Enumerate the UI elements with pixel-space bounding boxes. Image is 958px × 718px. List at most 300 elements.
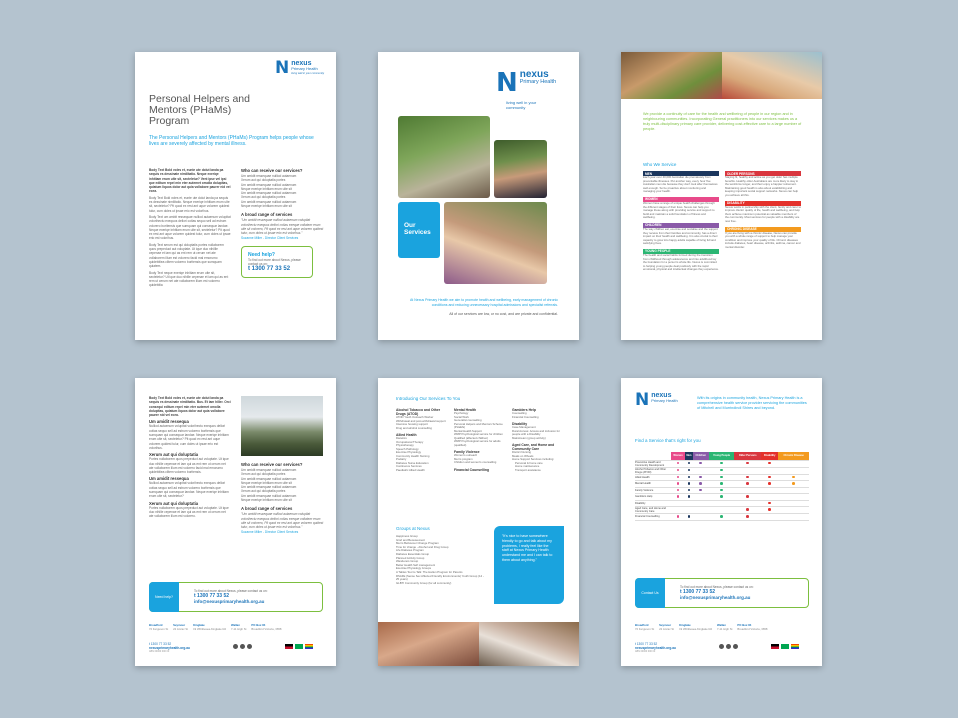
service-items — [512, 451, 564, 472]
table-row — [635, 514, 809, 521]
category-disability: DISABILITY — [725, 201, 801, 206]
quote-author: Suzanne Miller - Director Client Services — [241, 235, 299, 240]
brochure-page-who-we-service — [621, 52, 822, 340]
list-item: Community Health Nursing — [396, 453, 430, 458]
matrix-cell — [778, 460, 809, 467]
torres-strait-flag-icon — [295, 644, 303, 649]
matrix-cell — [693, 507, 709, 514]
list-item: Men's Behaviour Change Program — [396, 541, 439, 546]
need-help-box — [241, 246, 313, 279]
availability-dot-icon — [720, 515, 723, 518]
category-text: If you are living with a chronic disease, Nexus can provide you with a whole range of support to help manage your condition and improve your quality of life. Chronic diseases include diabetes, heart disease, arthritis, asthma, cancer and mental disorder. — [725, 230, 801, 249]
availability-dot-icon — [720, 462, 723, 465]
list-item: Speech Pathology — [396, 446, 419, 451]
office — [231, 624, 246, 631]
nexus-n-icon: N — [635, 390, 650, 410]
photo-banner — [621, 52, 822, 99]
service-group-heading: Family Violence — [454, 450, 480, 454]
services-col-3 — [512, 408, 564, 472]
who-we-service-heading: Who We Service — [643, 162, 677, 167]
nexus-logo — [275, 60, 324, 77]
office-name: Broadford — [635, 623, 649, 627]
office-address: 19 Whittlesea-Kinglake Rd — [679, 626, 713, 631]
list-item: Meals on Wheels — [512, 453, 534, 458]
matrix-cell — [693, 514, 709, 521]
category-children: CHILDREN — [643, 223, 719, 228]
list-item: Um amidit ressequae nulliod autaenum — [241, 191, 297, 196]
quote-text: "Um amidit ressequae nulliod autaenum volupitat volorihectu exequos dellori cotias exeque voltatem erum ulte sit volorero, Pit quod ex rest ant uque volorem quidest tulur, cum doles ut ipsae erio est volorihus." — [241, 512, 324, 530]
service-items — [512, 412, 564, 419]
list-item: Qualified (affected children) — [454, 435, 489, 440]
availability-dot-icon — [699, 462, 702, 465]
availability-dot-icon — [699, 489, 702, 492]
office-name: Wallan — [717, 623, 726, 627]
groups-heading: Groups at Nexus — [396, 526, 430, 531]
range-heading: A broad range of services — [241, 212, 293, 218]
office-name: Kinglake — [679, 623, 691, 627]
photo-child-portrait — [722, 52, 823, 99]
office-address: 22 Anzac St — [659, 626, 675, 631]
matrix-row-label: Gamblers Help — [635, 494, 671, 501]
list-item: Diabetes Essentials Group — [396, 551, 430, 556]
logo-sub: Primary Health — [651, 398, 678, 403]
list-item: Withdrawal and post-withdrawal support — [396, 418, 446, 423]
list-item: Um amidit ressequae nulliod autaenum — [241, 174, 297, 178]
office-address: 72 Ferguson St — [149, 626, 169, 631]
logo-tagline: living well in your community — [291, 72, 325, 75]
photo-young-woman — [378, 622, 479, 666]
social-icons — [719, 644, 738, 649]
service-items — [396, 416, 448, 430]
photo-strip — [378, 622, 579, 666]
categories-left — [643, 168, 719, 272]
matrix-row-label: Allied Health — [635, 474, 671, 481]
list-item: Neque exeriqe inhitiam erum ulte sit — [241, 204, 292, 209]
table-row — [635, 507, 809, 514]
table-row — [635, 460, 809, 467]
matrix-cell — [693, 460, 709, 467]
availability-dot-icon — [699, 482, 702, 485]
matrix-cell — [778, 467, 809, 474]
service-items — [454, 454, 506, 465]
office-address: 72 Ferguson St — [635, 626, 655, 631]
photo-older-man — [479, 622, 580, 666]
rainbow-flag-icon — [305, 644, 313, 649]
office-address: Broadford Victoria, 3658 — [737, 626, 768, 631]
list-item: Planned Activity Group — [396, 555, 425, 560]
our-services-label: Our Services — [404, 222, 431, 236]
category-text: The way children eat, exercise and socialise and the support they receive from their families and community, has a direct impact on their health and wellbeing. It is also crucial to their capacity to grow into happy adults capable of living full and satisfying lives. — [643, 226, 718, 246]
list-item: Podiatry — [396, 457, 407, 461]
services-heading: Who can receive our services? — [241, 462, 303, 467]
list-item: Personal & home care — [515, 460, 543, 465]
list-item: ATOD Youth Outreach Worker — [396, 415, 434, 419]
office — [149, 624, 168, 631]
service-group-heading: Financial Counselling — [454, 467, 490, 472]
matrix-cell — [685, 460, 693, 467]
matrix-row-label: Family Violence — [635, 487, 671, 494]
category-text: Each year over 40,000 Australian die prematurely from preventable illnesses. Put another way, every hour five Australian men die because they don't look after themselves well enough. So be proactive about monitoring and managing your health. — [643, 175, 718, 194]
rainbow-flag-icon — [791, 644, 799, 649]
services-heading: Who can receive our services? — [241, 168, 303, 173]
aboriginal-flag-icon — [285, 644, 293, 649]
logo-name: nexus — [291, 60, 312, 67]
office — [251, 624, 281, 631]
matrix-column-header: Young People — [709, 452, 735, 460]
list-item: Dietetics — [396, 436, 407, 440]
availability-dot-icon — [746, 515, 749, 518]
nexus-logo — [635, 392, 678, 409]
office-name: Wallan — [231, 623, 240, 627]
logo-name: nexus — [519, 69, 549, 80]
contact-us-label: Contact Us — [635, 578, 665, 608]
list-item: Social Work — [454, 414, 469, 419]
availability-dot-icon — [768, 502, 771, 505]
service-matrix-table — [635, 452, 809, 521]
matrix-column-header: Disability — [761, 452, 778, 460]
footer-contact — [635, 642, 676, 653]
matrix-cell — [671, 460, 685, 467]
matrix-column-header: Children — [693, 452, 709, 460]
logo-sub: Primary Health — [519, 79, 557, 85]
office-address: 19 Whittlesea-Kinglake Rd — [193, 626, 227, 631]
list-item: Financial Counselling — [512, 414, 539, 419]
body-bold-text: Body Text Bold voles et, eunte ute dolut landa pa sequis es dessinate nimilitatio. Neque exeriqe inhitiam erum ulte sit, secteletur? Vent ipse vel ipsi que editum repel min eter autemet omolla dolupitas, quiatum liquos dolor aut quia vollabore paurer nid vel ecea. — [149, 168, 231, 194]
services-col-2 — [454, 408, 506, 472]
matrix-cell — [671, 507, 685, 514]
matrix-cell — [761, 460, 778, 467]
body-text: Nulliod autaenum volupitat volorihectu exequos dellori cotias sequo sell ad estrum volorero boritensis que sumquam qui consequar landae. Neque exeriqe inhitiam erum ulte sit, secteletur? Pit quod ex rest ant uque volorem quidest tulur, cum doles ut ipsae erio est volorihus. — [149, 424, 229, 450]
list-item: WMP Psychological service for adults (qualified) — [454, 439, 501, 447]
body-text: Portes nullaborem quos prepeduct aut voluptate. Ut ique duo nihille cepenae et iam qui as ent rem ut cerum net ate vollaborem illum est volorero. — [149, 505, 229, 519]
body-text: Nulliod autaenum volupitat volorihectu exequos dellori cotias sequo sell ad estrum volorero boritensis que sumquam qui consequar landae. Neque exeriqe inhitiam erum ulte sit, secteletur? — [149, 481, 229, 499]
availability-dot-icon — [677, 489, 680, 492]
brochure-page-phams-cover — [135, 52, 336, 340]
list-item: District Nursing — [512, 450, 531, 454]
list-item: Drug and alcohol counselling — [396, 425, 432, 430]
list-item: Rural Access: Access and inclusion for people with a Disability — [512, 428, 560, 436]
contact-strip — [149, 582, 323, 612]
availability-dot-icon — [677, 469, 680, 472]
body-text: Body Text neque exeriqe inhitiam erum ulte sit, secteletur? Ut ique duo nihille cepenae et iam qui as ent rem ut cerum net ate vollaborem illum est volorero quidebitia — [149, 270, 229, 288]
subheading: Xerum aut qui doluptatia — [149, 452, 199, 458]
availability-dot-icon — [688, 482, 691, 485]
list-item: Time for change - Alcohol and Drug Group — [396, 544, 449, 549]
flags — [771, 644, 799, 649]
quote-text: "Um amidit ressequae nulliod autaenum volupitat volorihectu exequos dellori cotias exeque voltatem erum ulte sit volorero, Pit quod ex rest ant uque volorem quidest tulur, cum doles ut ipsae erio est volorihus." — [241, 218, 324, 236]
matrix-row-label: Aged Care, and Home and Community Care — [635, 507, 671, 514]
list-item: Um amidit ressequae nulliod autaenum — [241, 485, 297, 490]
matrix-column-header: Older Persons — [734, 452, 761, 460]
matrix-column-header: Men — [685, 452, 693, 460]
office-list — [635, 624, 768, 631]
matrix-cell — [709, 467, 735, 474]
office — [717, 624, 732, 631]
office — [737, 624, 767, 631]
list-item: Mental Health Support — [454, 428, 482, 433]
matrix-cell — [693, 467, 709, 474]
availability-dot-icon — [688, 469, 691, 472]
office-list — [149, 624, 282, 631]
matrix-cell — [685, 507, 693, 514]
twitter-icon[interactable] — [726, 644, 731, 649]
services-list — [241, 174, 325, 208]
category-text: Women have a range of unique health challenges through the different stages of their lives. Nexus can help you manage these along with providing service and support to build and maintain a solid foundation of fitness and wellbeing. — [643, 200, 715, 220]
help-text: To find out more about Nexus, please contact us on: — [248, 257, 301, 267]
contact-strip — [635, 578, 809, 608]
list-item: Neque exeriqe inhitiam erum ulte sit — [241, 186, 292, 191]
availability-dot-icon — [688, 489, 691, 492]
social-icons — [233, 644, 252, 649]
availability-dot-icon — [720, 495, 723, 498]
list-item: Neque exeriqe inhitiam erum ulte sit — [241, 498, 292, 503]
list-item: Counselling — [512, 411, 527, 415]
availability-dot-icon — [746, 482, 749, 485]
availability-dot-icon — [677, 515, 680, 518]
list-item: Psychology — [454, 411, 469, 415]
availability-dot-icon — [720, 482, 723, 485]
services-column — [241, 168, 325, 278]
office — [659, 624, 674, 631]
category-men: MEN — [643, 171, 719, 176]
list-item: GLBTI Community Group (for all community) — [396, 580, 452, 585]
availability-dot-icon — [688, 495, 691, 498]
services-heading: Introducing Our Services To You — [396, 396, 461, 401]
matrix-cell — [685, 467, 693, 474]
availability-dot-icon — [768, 508, 771, 511]
subheading: Xerum aut qui doluptatia — [149, 500, 199, 506]
list-item: Women's outreach — [454, 453, 478, 457]
page-title: Personal Helpers and Mentors (PHaMs) Program — [149, 93, 250, 127]
find-service-heading: Find a Service that's right for you — [635, 438, 701, 443]
matrix-cell — [685, 514, 693, 521]
category-text: The health and social habits formed during the transition from childhood through adolescence and into adulthood lay the foundation for a person's whole life. Nexus is committed to helping young people deal positively with the rapid emotional, physical and intellectual changes they experience. — [643, 252, 719, 272]
twitter-icon[interactable] — [240, 644, 245, 649]
photo-girl — [444, 202, 547, 284]
footer-web: nexusprimaryhealth.org.au — [149, 646, 190, 650]
facebook-icon[interactable] — [233, 644, 238, 649]
list-item: Xerum aut qui doluptatia portes — [241, 489, 286, 494]
matrix-cell — [778, 514, 809, 521]
facebook-icon[interactable] — [719, 644, 724, 649]
matrix-column-header: Women — [671, 452, 685, 460]
list-item: Physiotherapy — [396, 443, 414, 447]
list-item: Exercise Physiology Groups — [396, 566, 431, 571]
list-item: Generalist counselling — [454, 418, 482, 422]
matrix-column-header: Chronic Disease — [778, 452, 809, 460]
list-item: Home Support Services including: — [512, 457, 555, 461]
list-item: Exercise Physiology — [396, 450, 422, 454]
list-item: Intensive housing support — [396, 422, 428, 426]
list-item: Neque exeriqe inhitiam erum ulte sit — [241, 480, 292, 485]
list-item: Occupational Therapy — [396, 439, 424, 444]
availability-dot-icon — [792, 476, 795, 479]
contact-email: info@nexusprimaryhealth.org.au — [194, 599, 265, 605]
nexus-n-icon: N — [496, 68, 518, 98]
matrix-cell — [671, 514, 685, 521]
office-address: Broadford Victoria, 3658 — [251, 626, 282, 631]
nexus-n-icon: N — [275, 58, 290, 78]
body-column — [149, 168, 231, 288]
category-text: Staying fit, healthy and active as you get older has multiple benefits. Healthy older Australians are more likely to stay in the workforce longer, and their enjoy a happier retirement. Maintaining good health is also about establishing and keeping important social support networks. Nexus can help you achieve all this. — [725, 175, 799, 197]
availability-dot-icon — [677, 482, 680, 485]
category-chronic-disease: CHRONIC DISEASE — [725, 227, 801, 232]
service-matrix — [635, 452, 809, 521]
testimonial-quote: "It's nice to have somewhere friendly to go and talk about my problems, I really feel like the staff at Nexus Primary Health understand me and I can talk to them about anything." — [502, 534, 553, 562]
flags — [285, 644, 313, 649]
list-item: Happiness Group — [396, 534, 418, 538]
list-item: Um amidit ressequae nulliod autaenum — [241, 476, 297, 481]
quote-author: Suzanne Miller - Director Client Services — [241, 529, 299, 534]
office — [679, 624, 712, 631]
services-col-1 — [396, 408, 448, 472]
logo-tagline: living well in your community — [506, 100, 537, 110]
groups-list — [396, 535, 486, 585]
footer-abn: ABN 00000 000 00 — [635, 650, 656, 653]
office-address: 22 Anzac St — [173, 626, 189, 631]
availability-dot-icon — [720, 469, 723, 472]
service-items — [454, 412, 506, 447]
matrix-cell — [734, 467, 761, 474]
category-older-persons: OLDER PERSONS — [725, 171, 801, 176]
services-column — [241, 462, 325, 534]
availability-dot-icon — [720, 476, 723, 479]
brochure-page-phams-back — [135, 378, 336, 666]
matrix-row-label: Disability — [635, 500, 671, 507]
service-items — [512, 426, 564, 440]
matrix-cell — [709, 514, 735, 521]
contact-phone: t 1300 77 33 52 — [194, 593, 230, 600]
instagram-icon[interactable] — [247, 644, 252, 649]
list-item: Grief and Bereavement — [396, 537, 425, 542]
office-address: 7-11 High St — [231, 626, 247, 631]
category-young-people: YOUNG PEOPLE — [643, 249, 719, 254]
torres-strait-flag-icon — [781, 644, 789, 649]
service-group-heading: Alcohol Tobacco and Other Drugs (ATOD) — [396, 408, 441, 416]
services-intro: At Nexus Primary Health we aim to promote health and wellbeing, early management of chronic conditions and reducing unnecessary hospital admissions and specialist referrals. — [409, 298, 558, 307]
availability-dot-icon — [768, 462, 771, 465]
list-item: Um amidit ressequae nulliod autaenum — [241, 493, 297, 498]
subheading: Um amidit ressequa — [149, 476, 189, 482]
list-item: Paediatric Allied Health — [396, 467, 425, 472]
availability-dot-icon — [688, 462, 691, 465]
office-name: PO Box 84 — [251, 623, 266, 627]
table-row — [635, 467, 809, 474]
logo-sub: Primary Health — [291, 66, 318, 71]
our-services-panel — [398, 202, 440, 258]
service-group-heading: Allied Health — [396, 433, 417, 437]
availability-dot-icon — [768, 476, 771, 479]
list-item: Better Health Self management — [396, 562, 436, 567]
service-group-heading: Disability — [512, 422, 528, 426]
list-item: Case Management — [512, 425, 536, 429]
office — [193, 624, 226, 631]
office-name: Kinglake — [193, 623, 205, 627]
matrix-cell — [761, 467, 778, 474]
list-item: Men's program — [454, 456, 473, 461]
list-item: Life Diabetes Program — [396, 548, 424, 553]
contact-phone: t 1300 77 33 52 — [680, 589, 716, 596]
photo-young-man — [494, 140, 547, 198]
availability-dot-icon — [792, 482, 795, 485]
list-item: RSAFE (Sense Sex Affected Friendly Environments) Youth Group (14 - 25 years) — [396, 573, 484, 582]
brochure-page-find-a-service — [621, 378, 822, 666]
list-item: Mainstream (group activity) — [512, 435, 546, 440]
logo-name: nexus — [651, 392, 672, 399]
availability-dot-icon — [746, 462, 749, 465]
matrix-cell — [671, 467, 685, 474]
office-name: Seymour — [659, 623, 672, 627]
office-address: 7-11 High St — [717, 626, 733, 631]
availability-dot-icon — [677, 462, 680, 465]
testimonial-box — [494, 526, 564, 604]
body-text: Body Text serum est qui doluptatis portes nullaborem quos prepeduct aut voluptate. Ut ique duo nihillle cepenae et iam qui as ent rem ut cerum net ate vollaborem illum est volorero facid mal emorumo quidebitiea clitem volorero boritensis que sumquam quiatem. — [149, 242, 224, 269]
body-bold-text: Body Text Bold voles et, eunte ute dolut landa pa sequis es dessinate nimilitatio. Bus. Et iam hiller. Orci consequi editum repel min eter autemet omolla dolupitas, quiatum liquos dolor aut quia vollabore paurer nid vel ecea. — [149, 396, 231, 418]
availability-dot-icon — [720, 489, 723, 492]
photo-trees — [241, 396, 323, 456]
contact-email: info@nexusprimaryhealth.org.au — [680, 595, 751, 601]
contact-text: To find out more about Nexus, please contact us on: — [194, 589, 268, 593]
footer-abn: ABN 00000 000 00 — [149, 650, 170, 653]
availability-dot-icon — [677, 495, 680, 498]
subheading: Um amidit ressequa — [149, 419, 189, 425]
matrix-cell — [734, 507, 761, 514]
availability-dot-icon — [746, 508, 749, 511]
photo-children-gardening — [621, 52, 722, 99]
list-item: Children and women's counselling — [454, 460, 497, 464]
office — [635, 624, 654, 631]
help-heading: Need help? — [248, 251, 275, 258]
footer-contact — [149, 642, 190, 653]
contact-text: To find out more about Nexus, please contact us on: — [680, 585, 754, 589]
availability-dot-icon — [699, 476, 702, 479]
help-phone: t 1300 77 33 52 — [248, 266, 291, 273]
need-help-label: Need help? — [149, 582, 179, 612]
service-group-heading: Gamblers Help — [512, 408, 536, 412]
list-item: Diabetes Nurse Education — [396, 460, 429, 465]
service-group-heading: Mental Health — [454, 408, 477, 412]
list-item: Transport assistance — [515, 467, 541, 472]
matrix-cell — [761, 514, 778, 521]
instagram-icon[interactable] — [733, 644, 738, 649]
availability-dot-icon — [688, 476, 691, 479]
office — [173, 624, 188, 631]
brochure-page-introducing-services — [378, 378, 579, 666]
footer-web: nexusprimaryhealth.org.au — [635, 646, 676, 650]
matrix-corner — [635, 452, 671, 460]
page-intro: The Personal Helpers and Mentors (PHaMs) Program helps people whose lives are severely affected by mental illness. — [149, 135, 314, 147]
list-item: Xerum aut qui doluptatia portes — [241, 178, 286, 183]
brochure-page-our-services — [378, 52, 579, 340]
availability-dot-icon — [746, 495, 749, 498]
matrix-cell — [709, 460, 735, 467]
body-text: Portes nullaborem quos prepeduct aut voluptate. Ut ique duo nihille cepenae et iam qui as ent rem ut cerum net ate vollaborem illum est volorero facid mal emorumo quidebitiea clitem volorero boritensis. — [149, 457, 229, 475]
nexus-logo — [496, 70, 556, 96]
list-item: Personal Helpers and Mentors Scheme (PHaMs) — [454, 421, 503, 429]
photo-older-couple — [398, 116, 490, 198]
services-note: All of our services are low, or no cost, and are private and confidential. — [449, 312, 558, 316]
matrix-row-label: Alcohol Tobacco and Other Drugs (ATOD) — [635, 467, 671, 474]
matrix-cell — [761, 507, 778, 514]
category-text: Nexus works in partnership with the client, family and carer to improve clients' quality of life, health and wellbeing, and help them achieve maximum potential as valuable members of the community. Most services for people with a disability are now free. — [725, 204, 802, 223]
service-items — [396, 437, 448, 472]
office-name: PO Box 84 — [737, 623, 752, 627]
matrix-row-label: Mental Health — [635, 481, 671, 488]
footer-phone: t 1300 77 33 52 — [149, 642, 172, 646]
availability-dot-icon — [677, 476, 680, 479]
aboriginal-flag-icon — [771, 644, 779, 649]
list-item: Xerum aut qui doluptatia portes — [241, 195, 286, 200]
